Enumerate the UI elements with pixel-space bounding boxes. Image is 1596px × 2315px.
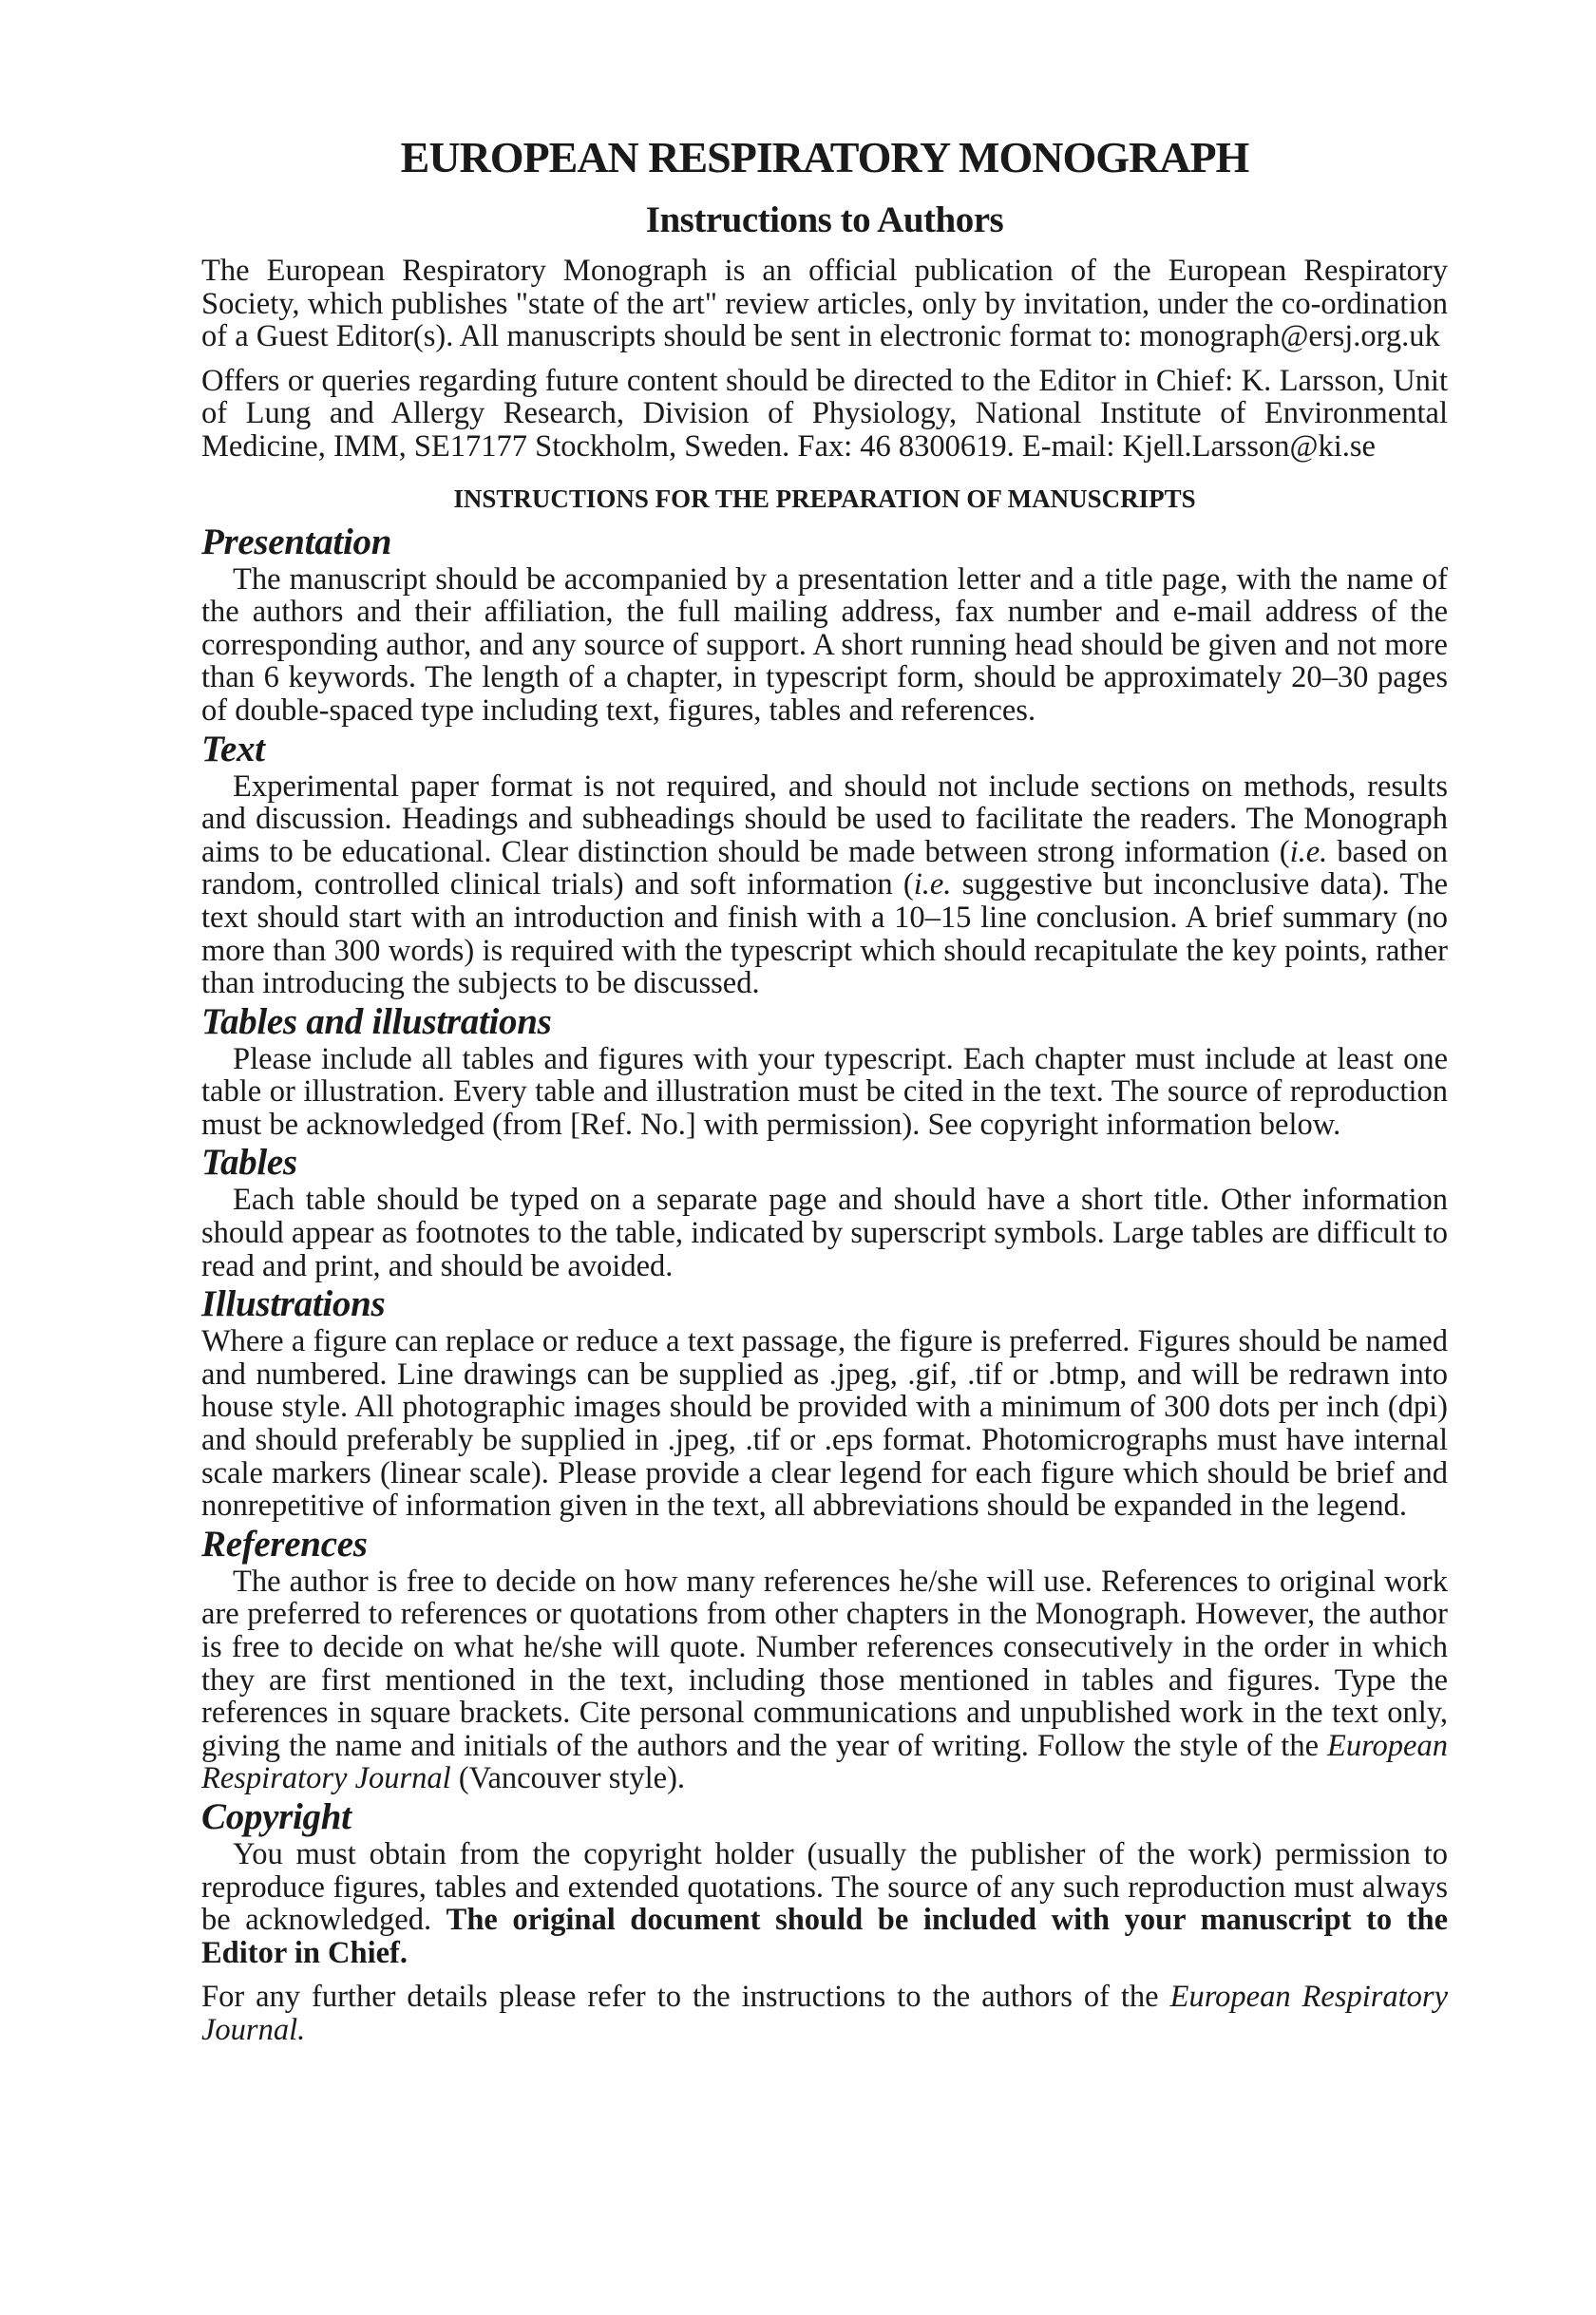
instructions-heading: INSTRUCTIONS FOR THE PREPARATION OF MANUSCRIPTS (453, 484, 1196, 513)
page-title: EUROPEAN RESPIRATORY MONOGRAPH (400, 133, 1249, 181)
text-body-ie: i.e. (913, 867, 952, 902)
journal-name: European Respiratory Journal. (201, 1980, 1448, 2047)
copyright-emphasis: The original document should be included with your manuscript to the Editor in Chief. (201, 1903, 1448, 1970)
section-heading-tables-illustrations: Tables and illustrations (201, 1000, 552, 1042)
tables-body: Each table should be typed on a separate page and should have a short title. Other information should appear as footnotes to the table, indicated by superscript symbols. Large tables are difficult to read and print, and should be avoided. (201, 1183, 1448, 1283)
tables-illustrations-body: Please include all tables and figures with your typescript. Each chapter must include at least one table or illustration. Every table and illustration must be cited in the text. The source of reproduction must be acknowledged (from [Ref. No.] with permission). See copyright information below. (201, 1041, 1448, 1142)
section-heading-copyright: Copyright (201, 1795, 352, 1837)
section-heading-text: Text (201, 728, 265, 769)
document-page (201, 123, 1448, 2047)
journal-name: European Respiratory Journal (201, 1728, 1448, 1796)
illustrations-body: Where a figure can replace or reduce a text passage, the figure is preferred. Figures should be named and numbered. Line drawings can be supplied as .jpeg, .gif, .tif or .btmp, and will be redrawn into house style. All photographic images should be provided with a minimum of 300 dots per inch (dpi) and should preferably be supplied in .jpeg, .tif or .eps format. Photomicrographs must have internal scale markers (linear scale). Please provide a clear legend for each figure which should be brief and nonrepetitive of information given in the text, all abbreviations should be expanded in the legend. (201, 1324, 1448, 1524)
closing-paragraph (201, 1981, 1448, 2046)
text-body-part: based on random, controlled clinical trials) and soft information ( (201, 834, 1448, 902)
copyright-body-part: You must obtain from the copyright holder (usually the publisher of the work) permission to reproduce figures, tables and extended quotations. The source of any such reproduction must always be acknowledged. (201, 1836, 1448, 1938)
text-body (201, 770, 1448, 1000)
section-heading-references: References (201, 1523, 368, 1565)
references-body (201, 1565, 1448, 1795)
text-body-part: suggestive but inconclusive data). The text should start with an introduction and finish with a 10–15 line conclusion. A brief summary (no more than 300 words) is required with the typescript which should recapitulate the key points, rather than introducing the subjects to be discussed. (201, 867, 1448, 1001)
section-heading-presentation: Presentation (201, 521, 392, 562)
section-heading-tables: Tables (201, 1142, 297, 1184)
references-body-part: The author is free to decide on how many references he/she will use. References to original work are preferred to references or quotations from other chapters in the Monograph. However, the author is free to decide on what he/she will quote. Number references consecutively in the order in which they are first mentioned in the text, including those mentioned in tables and figures. Type the references in square brackets. Cite personal communications and unpublished work in the text only, giving the name and initials of the authors and the year of writing. Follow the style of the (201, 1564, 1448, 1763)
references-body-part: (Vancouver style). (450, 1761, 686, 1796)
presentation-body: The manuscript should be accompanied by a presentation letter and a title page, with the name of the authors and their affiliation, the full mailing address, fax number and e-mail address of the corresponding author, and any source of support. A short running head should be given and not more than 6 keywords. The length of a chapter, in typescript form, should be approximately 20–30 pages of double-spaced type including text, figures, tables and references. (201, 561, 1448, 728)
text-body-ie: i.e. (1289, 834, 1328, 869)
closing-part: For any further details please refer to the instructions to the authors of the (201, 1980, 1170, 2015)
intro-paragraph: The European Respiratory Monograph is an official publication of the European Respiratory Society, which publishes "state of the art" review articles, only by invitation, under the co-ordination of a Guest Editor(s). All manuscripts should be sent in electronic format to: monograph@ersj.org.uk (201, 254, 1448, 354)
page-subtitle: Instructions to Authors (645, 199, 1004, 240)
copyright-body (201, 1838, 1448, 1969)
text-body-part: Experimental paper format is not required, and should not include sections on methods, results and discussion. Headings and subheadings should be used to facilitate the readers. The Monograph aims to be educational. Clear distinction should be made between strong information ( (201, 769, 1448, 869)
section-heading-illustrations: Illustrations (201, 1283, 386, 1325)
editor-contact-paragraph: Offers or queries regarding future content should be directed to the Editor in Chief: K. Larsson, Unit of Lung and Allergy Research, Division of Physiology, National Institute of Environmental Medicine, IMM, SE17177 Stockholm, Sweden. Fax: 46 8300619. E-mail: Kjell.Larsson@ki.se (201, 363, 1448, 464)
